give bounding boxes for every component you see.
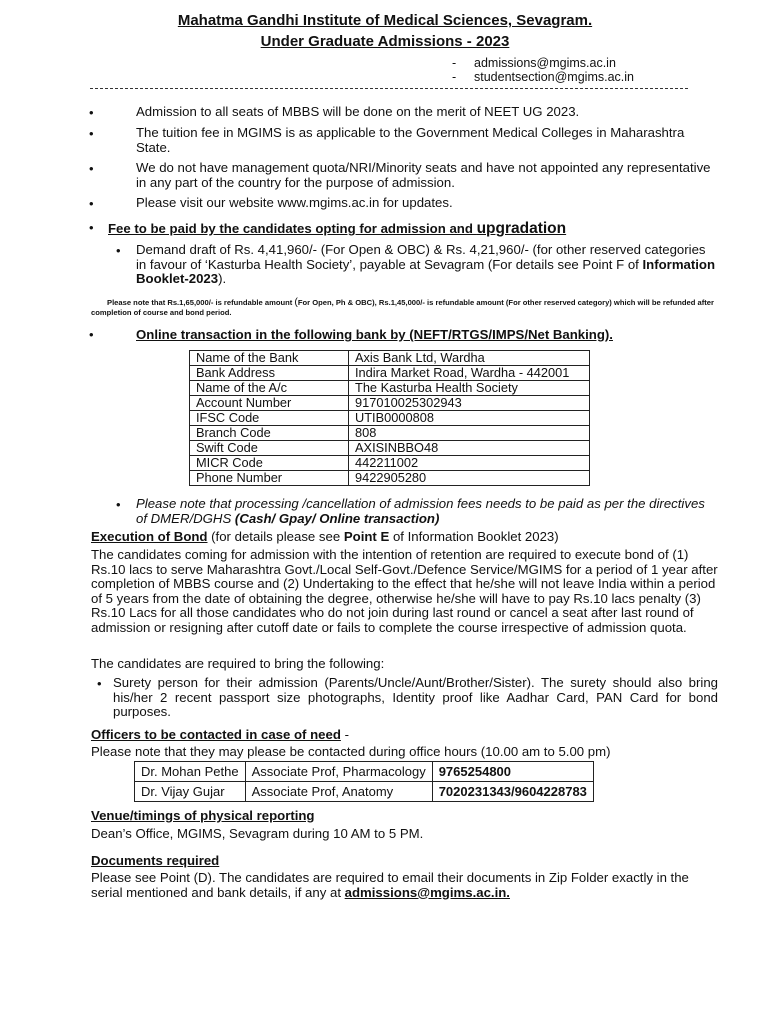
fee-refund-note: Please note that Rs.1,65,000/- is refundable amount (For Open, Ph & OBC), Rs.1,45,000/- is refundable amount (For other reserved category) which will be refunded after completion of course and bond period. xyxy=(91,296,714,317)
bank-table-row xyxy=(190,366,590,381)
online-heading: Online transaction in the following bank by (NEFT/RTGS/IMPS/Net Banking). xyxy=(136,327,613,342)
email-admissions: admissions@mgims.ac.in xyxy=(474,56,616,70)
documents-email: admissions@mgims.ac.in. xyxy=(344,884,510,900)
bank-field-label: MICR Code xyxy=(190,456,349,471)
officers-table xyxy=(134,761,594,802)
officers-heading: Officers to be contacted in case of need xyxy=(91,727,341,742)
bond-heading-line: Execution of Bond (for details please see Point E of Information Booklet 2023) xyxy=(91,529,559,544)
officer-name: Dr. Mohan Pethe xyxy=(135,762,246,782)
officer-name: Dr. Vijay Gujar xyxy=(135,782,246,802)
bank-table-row xyxy=(190,351,590,366)
bullet-dot: • xyxy=(116,243,121,258)
bullet-dot: • xyxy=(89,105,94,120)
bullet-dot: • xyxy=(89,220,94,235)
bullet-neet: Admission to all seats of MBBS will be done on the merit of NEET UG 2023. xyxy=(136,104,580,119)
bullet-website: Please visit our website www.mgims.ac.in for updates. xyxy=(136,195,453,210)
bond-paragraph: The candidates coming for admission with the intention of retention are required to execute bond of (1) Rs.10 lacs to serve Maharashtra Govt./Local Self-Govt./Defence Service/MGIMS for a period of 1 year after completion of MBBS course and (2) Undertaking to the effect that he/she will not leave India within a period of 5 years from the date of obtaining the degree, otherwise he/she will have to pay Rs.10 lacs penalty (3) Rs.10 Lacs for all those candidates who do not join during last round or cancel a seat after last round of admission or resigning after cutoff date or fails to complete the course irrespective of admission quota. xyxy=(91,547,718,635)
title-institute: Mahatma Gandhi Institute of Medical Sciences, Sevagram. xyxy=(177,12,593,29)
bullet-dot: • xyxy=(89,327,94,342)
bullet-dot: • xyxy=(89,126,94,141)
processing-note: Please note that processing /cancellation of admission fees needs to be paid as per the directives of DMER/DGHS (Cash/ Gpay/ Online transaction) xyxy=(136,496,705,526)
documents-heading: Documents required xyxy=(91,853,220,868)
officer-row xyxy=(135,762,594,782)
bank-table-row xyxy=(190,381,590,396)
bank-field-label: Name of the Bank xyxy=(190,351,349,366)
bank-field-value: AXISINBBO48 xyxy=(349,441,590,456)
fee-demand-draft: Demand draft of Rs. 4,41,960/- (For Open & OBC) & Rs. 4,21,960/- (for other reserved categories in favour of ‘Kasturba Health Society’, payable at Sevagram (For details see Point F of Information Booklet-2023). xyxy=(136,242,716,287)
title-admissions: Under Graduate Admissions - 2023 xyxy=(260,33,510,50)
bank-field-label: Branch Code xyxy=(190,426,349,441)
bank-field-value: 917010025302943 xyxy=(349,396,590,411)
officer-designation: Associate Prof, Anatomy xyxy=(245,782,432,802)
bond-heading: Execution of Bond xyxy=(91,529,208,544)
bank-field-value: UTIB0000808 xyxy=(349,411,590,426)
bank-field-label: Account Number xyxy=(190,396,349,411)
bank-table-row xyxy=(190,426,590,441)
officer-row xyxy=(135,782,594,802)
officers-heading-line: Officers to be contacted in case of need - xyxy=(91,727,349,742)
bank-field-label: Bank Address xyxy=(190,366,349,381)
bullet-quota: We do not have management quota/NRI/Minority seats and have not appointed any representative in any part of the country for the purpose of admission. xyxy=(136,160,711,190)
bank-table-row xyxy=(190,456,590,471)
bank-field-value: The Kasturba Health Society xyxy=(349,381,590,396)
bullet-dot: • xyxy=(89,161,94,176)
documents-text: Please see Point (D). The candidates are required to email their documents in Zip Folder exactly in the serial mentioned and bank details, if any at admissions@mgims.ac.in. xyxy=(91,870,689,900)
bank-field-value: 442211002 xyxy=(349,456,590,471)
bank-field-value: 9422905280 xyxy=(349,471,590,486)
bullet-dot: • xyxy=(116,497,121,512)
contact-emails: - admissions@mgims.ac.in - studentsection@mgims.ac.in xyxy=(452,56,634,84)
venue-text: Dean’s Office, MGIMS, Sevagram during 10 AM to 5 PM. xyxy=(91,826,424,841)
fee-heading: Fee to be paid by the candidates opting for admission and upgradation xyxy=(108,220,567,237)
bank-table-row xyxy=(190,441,590,456)
bank-field-label: Phone Number xyxy=(190,471,349,486)
venue-heading: Venue/timings of physical reporting xyxy=(91,808,315,823)
officer-phone: 9765254800 xyxy=(432,762,593,782)
bullet-dot: • xyxy=(89,196,94,211)
bank-table-row xyxy=(190,411,590,426)
officers-note: Please note that they may please be contacted during office hours (10.00 am to 5.00 pm) xyxy=(91,744,611,759)
bank-field-label: Swift Code xyxy=(190,441,349,456)
bank-field-label: Name of the A/c xyxy=(190,381,349,396)
dashed-divider xyxy=(90,88,688,89)
officer-phone: 7020231343/9604228783 xyxy=(432,782,593,802)
bank-field-value: Axis Bank Ltd, Wardha xyxy=(349,351,590,366)
email-studentsection: studentsection@mgims.ac.in xyxy=(474,70,634,84)
bullet-dot: • xyxy=(97,676,102,691)
bullet-tuition: The tuition fee in MGIMS is as applicable to the Government Medical Colleges in Maharashtra State. xyxy=(136,125,685,155)
bank-table-row xyxy=(190,471,590,486)
bank-field-label: IFSC Code xyxy=(190,411,349,426)
bring-line: The candidates are required to bring the following: xyxy=(91,656,385,671)
bank-table-row xyxy=(190,396,590,411)
bank-field-value: 808 xyxy=(349,426,590,441)
officer-designation: Associate Prof, Pharmacology xyxy=(245,762,432,782)
bank-details-table xyxy=(189,350,590,486)
surety-item: Surety person for their admission (Parents/Uncle/Aunt/Brother/Sister). The surety should also bring his/her 2 recent passport size photographs, Identity proof like Aadhar Card, PAN Card for bond purposes. xyxy=(113,675,718,720)
bank-field-value: Indira Market Road, Wardha - 442001 xyxy=(349,366,590,381)
